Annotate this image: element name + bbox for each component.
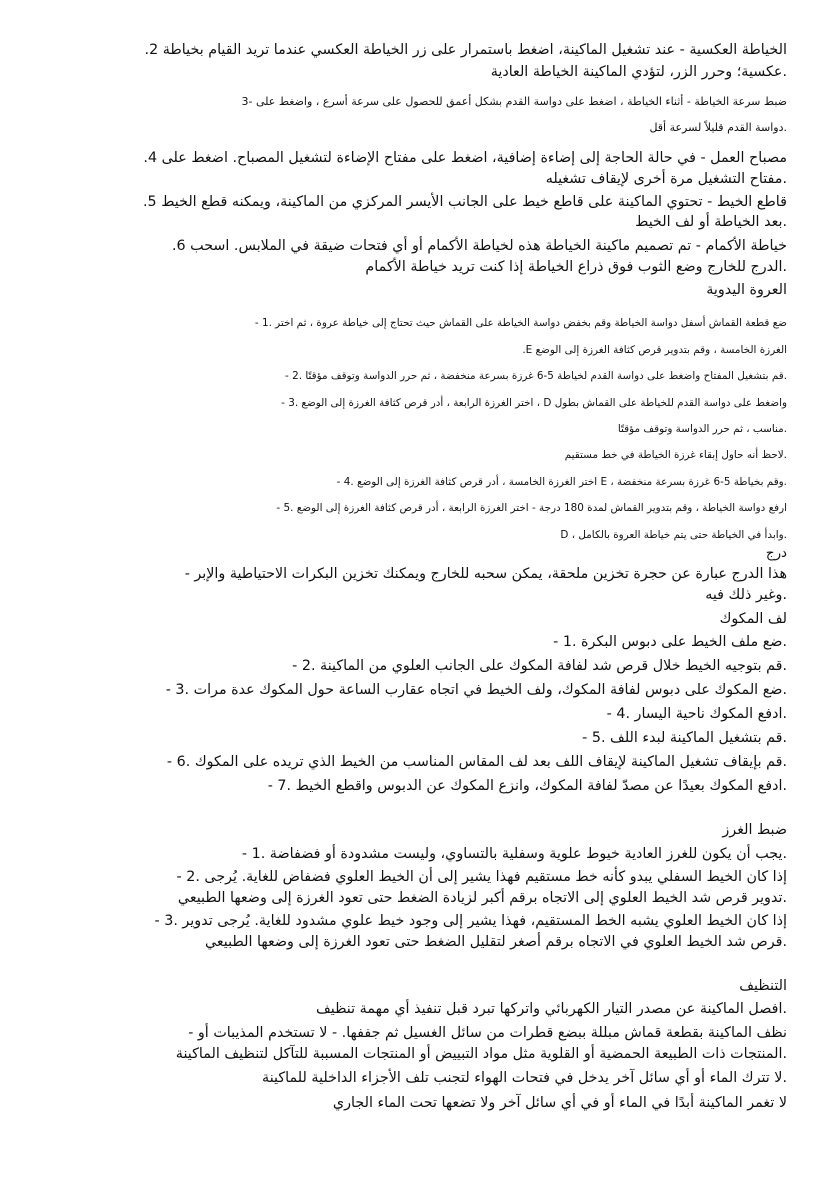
buttonhole-line: ضع قطعة القماش أسفل دواسة الخياطة وقم بخفض دواسة الخياطة على القماش حيث تحتاج إلى خياطة عروة ، ثم اختر .1 -	[254, 317, 787, 329]
tension-heading: ضبط الغرز	[722, 822, 787, 838]
work-lamp-line-1: مصباح العمل - في حالة الحاجة إلى إضاءة إضافية، اضغط على مفتاح الإضاءة لتشغيل المصباح. اضغط على 4.	[143, 150, 787, 166]
reverse-sewing-line-1: الخياطة العكسية - عند تشغيل الماكينة، اضغط باستمرار على زر الخياطة العكسي عندما تريد القيام بخياطة 2.	[144, 42, 787, 58]
buttonhole-line: .وقم بخياطة 5-6 غرزة بسرعة منخفضة ، E اختر الغرزة الخامسة ، أدر قرص كثافة الغرزة إلى الوضع .4 -	[336, 476, 787, 488]
bobbin-heading: لف المكوك	[719, 611, 787, 627]
bobbin-step: .ضع المكوك على دبوس لفافة المكوك، ولف الخيط في اتجاه عقارب الساعة حول المكوك عدة مرات .3 -	[165, 682, 787, 698]
work-lamp-line-2: .مفتاح التشغيل مرة أخرى لإيقاف تشغيله	[545, 171, 787, 187]
buttonhole-line: .لاحظ أنه حاول إبقاء غرزة الخياطة في خط مستقيم	[564, 449, 787, 461]
cleaning-line: .المنتجات ذات الطبيعة الحمضية أو القلوية مثل مواد التبييض أو المنتجات المسببة للتآكل لتنظيف الماكينة	[175, 1046, 787, 1062]
tension-line: .تدوير قرص شد الخيط العلوي إلى الاتجاه برقم أكبر لزيادة الضغط حتى تعود الغرزة إلى وضعها الطبيعي	[177, 890, 787, 906]
cleaning-heading: التنظيف	[739, 978, 787, 994]
drawer-line: هذا الدرج عبارة عن حجرة تخزين ملحقة، يمكن سحبه للخارج ويمكنك تخزين البكرات الاحتياطية والإبر -	[184, 566, 787, 582]
drawer-heading: درج	[765, 546, 787, 561]
thread-cutter-line-1: قاطع الخيط - تحتوي الماكينة على قاطع خيط على الجانب الأيسر المركزي من الماكينة، ويمكنه قطع الخيط 5.	[143, 194, 787, 210]
cleaning-line: .افصل الماكينة عن مصدر التيار الكهربائي واتركها تبرد قبل تنفيذ أي مهمة تنظيف	[315, 1001, 787, 1017]
buttonhole-heading: العروة اليدوية	[706, 282, 787, 298]
buttonhole-line: .E الغرزة الخامسة ، وقم بتدوير قرص كثافة الغرزة إلى الوضع	[522, 344, 787, 356]
drawer-line: .وغير ذلك فيه	[705, 587, 787, 603]
bobbin-step: .ضع ملف الخيط على دبوس البكرة .1 -	[553, 634, 787, 650]
buttonhole-line: .مناسب ، ثم حرر الدواسة وتوقف مؤقتًا	[617, 423, 787, 435]
tension-line: إذا كان الخيط العلوي يشبه الخط المستقيم، فهذا يشير إلى وجود خيط علوي مشدود للغاية. يُرجى تدوير .3 -	[154, 913, 787, 929]
buttonhole-line: ارفع دواسة الخياطة ، وقم بتدوير القماش لمدة 180 درجة - اختر الغرزة الرابعة ، أدر قرص كثافة الغرزة إلى الوضع .5 -	[276, 502, 787, 514]
tension-line: .يجب أن يكون للغرز العادية خيوط علوية وسفلية بالتساوي، وليست مشدودة أو فضفاضة .1 -	[241, 846, 787, 862]
bobbin-step: .قم بإيقاف تشغيل الماكينة لإيقاف اللف بعد لف المقاس المناسب من الخيط الذي تريده على المكوك .6 -	[166, 754, 787, 770]
sleeve-sewing-line-2: .الدرج للخارج وضع الثوب فوق ذراع الخياطة إذا كنت تريد خياطة الأكمام	[365, 259, 787, 275]
buttonhole-line: واضغط على دواسة القدم للخياطة على القماش بطول D ، اختر الغرزة الرابعة ، أدر قرص كثافة الغرزة إلى الوضع .3 -	[281, 397, 787, 409]
speed-line-1: ضبط سرعة الخياطة - أثناء الخياطة ، اضغط على دواسة القدم بشكل أعمق للحصول على سرعة أسرع ، واضغط على -3	[241, 95, 787, 108]
thread-cutter-line-2: .بعد الخياطة أو لف الخيط	[635, 214, 787, 230]
bobbin-step: .ادفع المكوك ناحية اليسار .4 -	[606, 706, 787, 722]
cleaning-line: .لا تترك الماء أو أي سائل آخر يدخل في فتحات الهواء لتجنب تلف الأجزاء الداخلية للماكينة	[262, 1070, 787, 1086]
tension-line: إذا كان الخيط السفلي يبدو كأنه خط مستقيم فهذا يشير إلى أن الخيط العلوي فضفاض للغاية. يُرجى .2 -	[176, 869, 787, 885]
tension-line: .قرص شد الخيط العلوي في الاتجاه برقم أصغر لتقليل الضغط حتى تعود الغرزة إلى وضعها الطبيعي	[204, 934, 787, 950]
speed-line-2: .دواسة القدم قليلاً لسرعة أقل	[649, 121, 787, 134]
bobbin-step: .قم بتوجيه الخيط خلال قرص شد لفافة المكوك على الجانب العلوي من الماكينة .2 -	[292, 658, 787, 674]
cleaning-line: لا تغمر الماكينة أبدًا في الماء أو في أي سائل آخر ولا تضعها تحت الماء الجاري	[332, 1095, 787, 1111]
buttonhole-line: .وابدأ في الخياطة حتى يتم خياطة العروة بالكامل ، D	[560, 529, 787, 541]
buttonhole-line: .قم بتشغيل المفتاح واضغط على دواسة القدم لخياطة 5-6 غرزة بسرعة منخفضة ، ثم حرر الدواسة وتوقف مؤقتًا .2 -	[285, 370, 787, 382]
cleaning-line: نظف الماكينة بقطعة قماش مبللة ببضع قطرات من سائل الغسيل ثم جففها. - لا تستخدم المذيبات أو -	[188, 1025, 787, 1041]
reverse-sewing-line-2: .عكسية؛ وحرر الزر، لتؤدي الماكينة الخياطة العادية	[490, 64, 787, 80]
bobbin-step: .قم بتشغيل الماكينة لبدء اللف .5 -	[582, 730, 787, 746]
bobbin-step: .ادفع المكوك بعيدًا عن مصدّ لفافة المكوك، وانزع المكوك عن الدبوس واقطع الخيط .7 -	[267, 778, 787, 794]
sleeve-sewing-line-1: خياطة الأكمام - تم تصميم ماكينة الخياطة هذه لخياطة الأكمام أو أي فتحات ضيقة في الملابس. اسحب 6.	[171, 238, 787, 254]
